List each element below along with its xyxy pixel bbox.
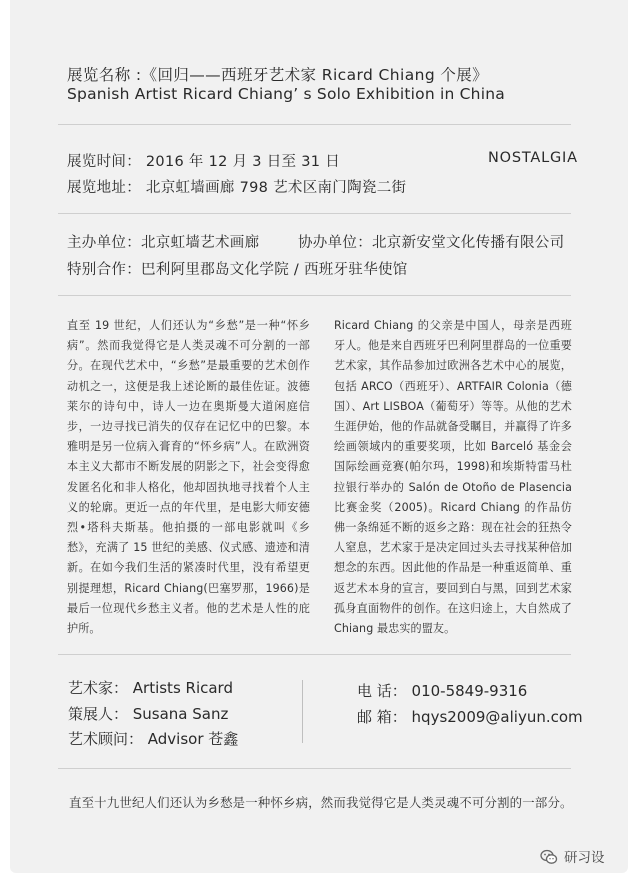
phone-contact: 电 话： 010-5849-9316 bbox=[357, 682, 528, 700]
divider bbox=[58, 295, 571, 296]
essay-right-column: Ricard Chiang 的父亲是中国人，母亲是西班牙人。他是来自西班牙巴利阿里群岛的一位重要艺术家，其作品参加过欧洲各艺术中心的展览，包括 ARCO（西班牙）、ARTFAIR Colonia（德国）、Art LISBOA（葡萄牙）等等。从他的艺术生涯伊始，他的作品就备受瞩目，并赢得了许多绘画领域内的重要奖项，比如 Barceló 基金会国际绘画竞赛(帕尔玛，1998)和埃斯特雷马杜拉银行举办的 Salón de Otoño de Plasencia 比赛金奖（2005)。Ricard Chiang 的作品仿佛一条绵延不断的返乡之路：现在社会的狂热令人窒息，艺术家于是决定回过头去寻找某种倍加想念的东西。因此他的作品是一种重返简单、重返艺术本身的宣言，要回到白与黑，回到艺术家孤身直面物件的创作。在这归途上，大自然成了 Chiang 最忠实的盟友。 bbox=[334, 319, 572, 636]
special-partner: 特别合作：巴利阿里郡岛文化学院 / 西班牙驻华使馆 bbox=[67, 262, 408, 278]
watermark-badge bbox=[540, 846, 605, 866]
exhibition-title-en: Spanish Artist Ricard Chiang’ s Solo Exhibition in China bbox=[67, 85, 505, 103]
advisor-credit: 艺术顾问： Advisor 苍鑫 bbox=[68, 730, 239, 748]
divider bbox=[58, 124, 571, 125]
wechat-icon bbox=[540, 848, 558, 866]
credits-divider bbox=[302, 680, 303, 743]
nostalgia-tag: NOSTALGIA bbox=[488, 150, 578, 166]
essay-left-column: 直至 19 世纪，人们还认为“乡愁”是一种“怀乡病”。然而我觉得它是人类灵魂不可分割的一部分。在现代艺术中，“乡愁”是最重要的艺术创作动机之一，这便是我上述论断的最佳佐证。波德莱尔的诗句中，诗人一边在奥斯曼大道闲庭信步，一边寻找已消失的仅存在记忆中的巴黎。本雅明是另一位病入膏育的“怀乡病”人。在欧洲资本主义大都市不断发展的阴影之下，社会变得愈发匿名化和非人格化，他却固执地寻找着个人主义的轮廓。更近一点的年代里，是电影大师安德烈•塔科夫斯基。他拍摄的一部电影就叫《乡愁》，充满了 15 世纪的美感、仪式感、遗迹和清新。在如今我们生活的紧凑时代里，没有希望更别提理想，Ricard Chiang(巴塞罗那，1966)是最后一位现代乡愁主义者。他的艺术是人性的庇护所。 bbox=[67, 319, 310, 636]
artist-credit: 艺术家： Artists Ricard bbox=[68, 679, 233, 697]
exhibition-title-cn: 展览名称 :《回归——西班牙艺术家 Ricard Chiang 个展》 bbox=[67, 66, 489, 84]
exhibition-time: 展览时间： 2016 年 12 月 3 日至 31 日 bbox=[67, 154, 340, 170]
host-organizer: 主办单位：北京虹墙艺术画廊 bbox=[67, 235, 260, 251]
exhibition-venue: 展览地址： 北京虹墙画廊 798 艺术区南门陶瓷二街 bbox=[67, 180, 407, 196]
co-organizer: 协办单位：北京新安堂文化传播有限公司 bbox=[298, 235, 565, 251]
email-contact[interactable]: 邮 箱： hqys2009@aliyun.com bbox=[357, 708, 583, 726]
curator-credit: 策展人： Susana Sanz bbox=[68, 705, 229, 723]
divider bbox=[58, 213, 571, 214]
divider bbox=[58, 768, 571, 769]
footer-quote: 直至十九世纪人们还认为乡愁是一种怀乡病，然而我觉得它是人类灵魂不可分割的一部分。 bbox=[69, 795, 573, 810]
divider bbox=[58, 654, 571, 655]
watermark-label: 研习设 bbox=[564, 850, 605, 866]
